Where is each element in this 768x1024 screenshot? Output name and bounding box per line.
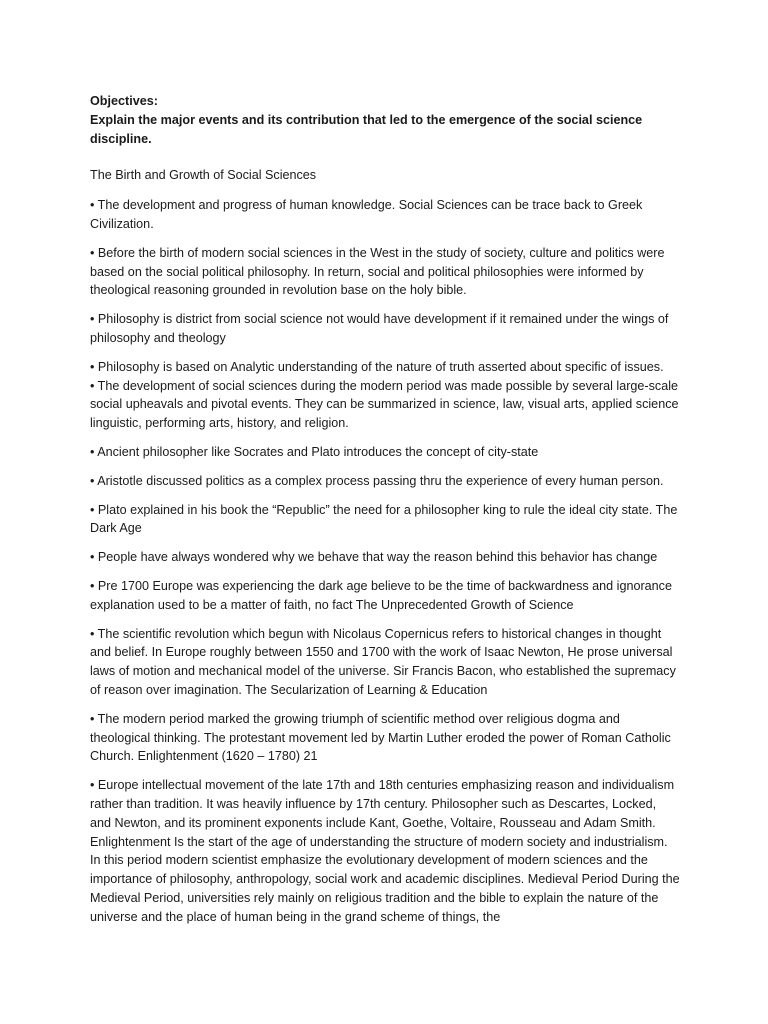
paragraph-greek-civilization: • The development and progress of human knowledge. Social Sciences can be trace back to Greek Civilization. <box>90 198 643 231</box>
section-title: The Birth and Growth of Social Sciences <box>90 168 317 183</box>
paragraph-pre-1700-europe: • Pre 1700 Europe was experiencing the dark age believe to be the time of backwardness and ignorance explanation used to be a matter of faith, no fact The Unprecedented Growth of Science <box>90 578 672 612</box>
paragraph-modern-period-development: • The development of social sciences during the modern period was made possible by several large-scale social upheavals and pivotal events. They can be summarized in science, law, visual arts, applied science linguistic, performing arts, history, and religion. <box>90 378 679 431</box>
paragraph-plato-republic: • Plato explained in his book the “Republic” the need for a philosopher king to rule the ideal city state. The Dark Age <box>90 502 678 536</box>
objectives-heading: Objectives: <box>90 94 158 108</box>
paragraph-modern-period-triumph: • The modern period marked the growing triumph of scientific method over religious dogma and theological thinking. The protestant movement led by Martin Luther eroded the power of Roman Catholic Church. Enlightenment (1620 – 1780) 21 <box>90 711 671 764</box>
paragraph-before-modern-social-sciences: • Before the birth of modern social sciences in the West in the study of society, culture and politics were based on the social political philosophy. In return, social and political philosophies were informed by theological reasoning grounded in revolution base on the holy bible. <box>90 245 665 298</box>
paragraph-scientific-revolution: • The scientific revolution which begun with Nicolaus Copernicus refers to historical changes in thought and belief. In Europe roughly between 1550 and 1700 with the work of Isaac Newton, He prose universal laws of motion and mechanical model of the universe. Sir Francis Bacon, who established the supremacy of reason over imagination. The Secularization of Learning & Education <box>90 626 676 697</box>
objectives-text: Explain the major events and its contribution that led to the emergence of the social science discipline. <box>90 112 643 146</box>
paragraph-philosophy-analytic: • Philosophy is based on Analytic understanding of the nature of truth asserted about specific of issues. <box>90 359 664 374</box>
paragraph-behavior: • People have always wondered why we behave that way the reason behind this behavior has change <box>90 550 658 565</box>
paragraph-philosophy-distinct: • Philosophy is district from social science not would have development if it remained under the wings of philosophy and theology <box>90 312 669 345</box>
paragraph-aristotle: • Aristotle discussed politics as a complex process passing thru the experience of every human person. <box>90 473 664 488</box>
document-page <box>90 92 680 936</box>
paragraph-enlightenment: • Europe intellectual movement of the late 17th and 18th centuries emphasizing reason and individualism rather than tradition. It was heavily influence by 17th century. Philosopher such as Descartes, Locked, and Newton, and its prominent exponents include Kant, Goethe, Voltaire, Rousseau and Adam Smith. Enlightenment Is the start of the age of understanding the structure of modern society and industrialism. In this period modern scientist emphasize the evolutionary development of modern sciences and the importance of philosophy, anthropology, social work and academic disciplines. Medieval Period During the Medieval Period, universities rely mainly on religious tradition and the bible to explain the nature of the universe and the place of human being in the grand scheme of things, the <box>90 778 680 924</box>
paragraph-socrates-plato: • Ancient philosopher like Socrates and Plato introduces the concept of city-state <box>90 444 539 459</box>
